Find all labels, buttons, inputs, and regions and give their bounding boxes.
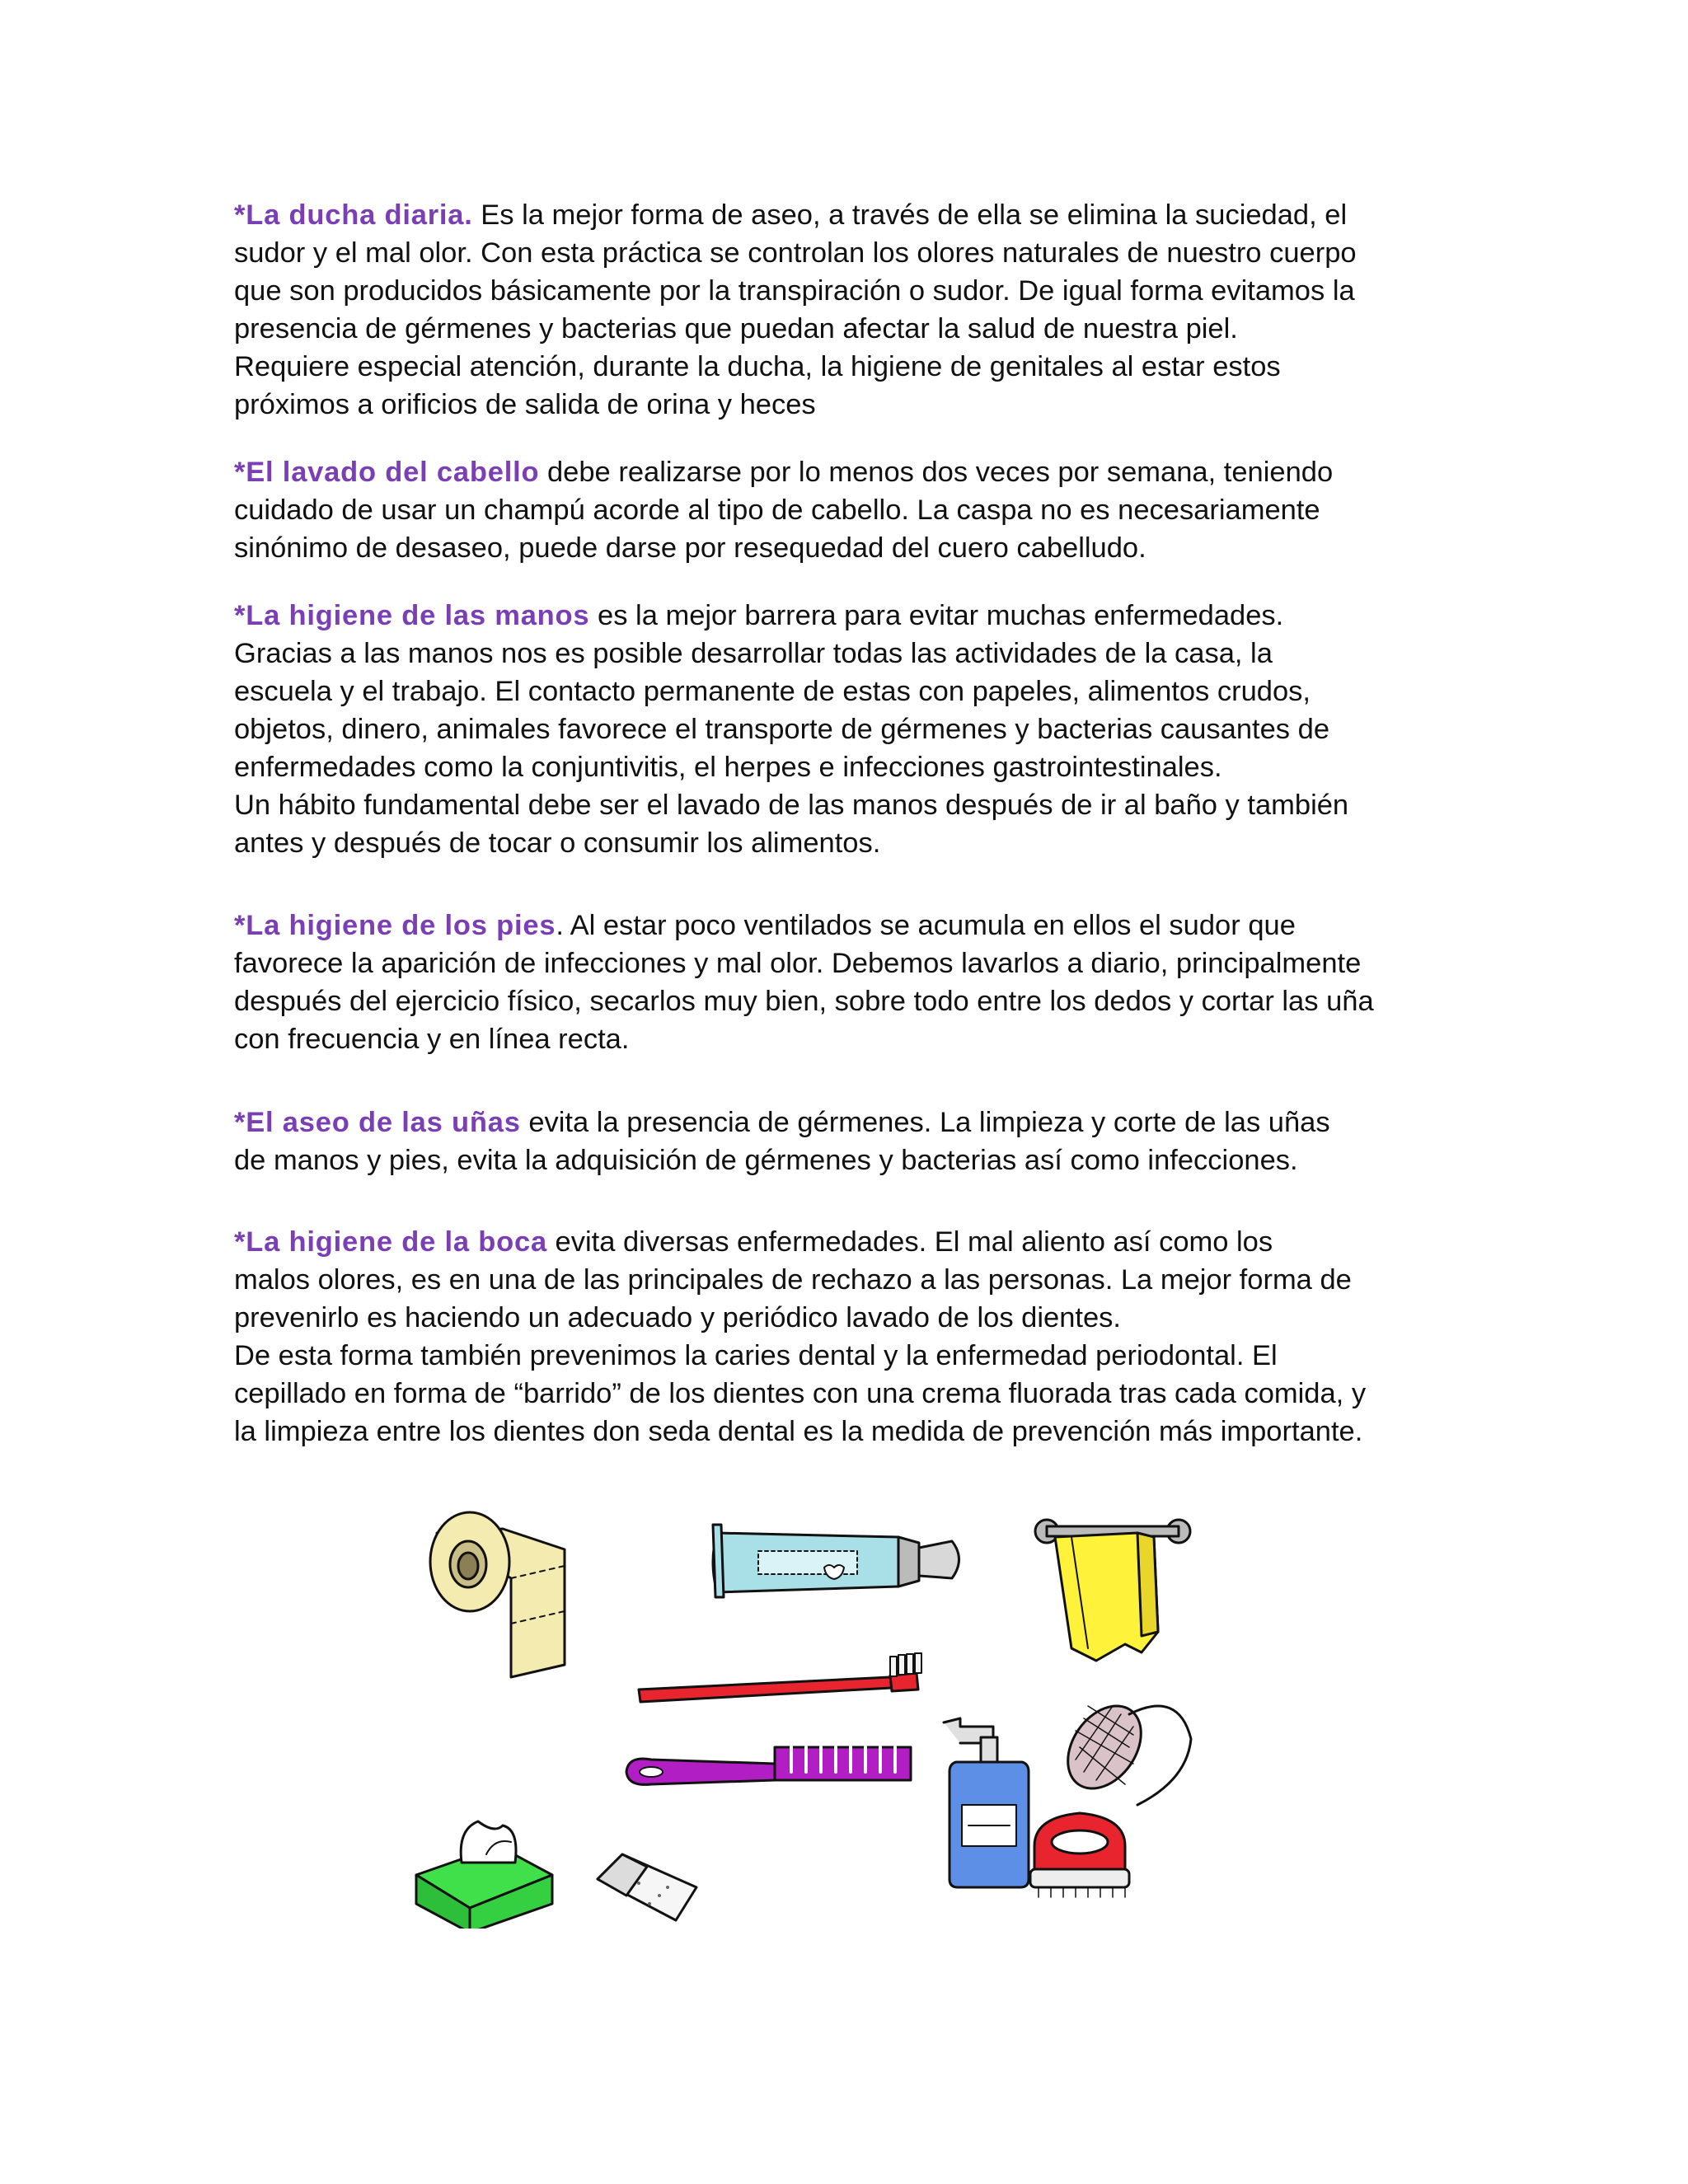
text-line: enfermedades como la conjuntivitis, el herpes e infecciones gastrointestinales. (234, 752, 1222, 783)
toothbrush-icon (639, 1653, 921, 1702)
text-line: con frecuencia y en línea recta. (234, 1024, 630, 1055)
text-line (234, 1223, 1479, 1261)
section-text: evita la presencia de gérmenes. La limpieza y corte de las uñas (520, 1107, 1330, 1138)
hygiene-items-illustration (412, 1500, 1220, 1929)
text-line: la limpieza entre los dientes don seda dental es la medida de prevención más importante. (234, 1416, 1363, 1447)
section-cabello (234, 453, 1479, 567)
tissue-box-icon (416, 1821, 552, 1929)
text-line (234, 196, 1479, 234)
section-boca (234, 1223, 1479, 1451)
bath-sponge-icon (1053, 1692, 1191, 1805)
text-line: malos olores, es en una de las principales de rechazo a las personas. La mejor forma de (234, 1264, 1352, 1296)
text-line: prevenirlo es haciendo un adecuado y periódico lavado de los dientes. (234, 1302, 1121, 1333)
text-line (234, 453, 1479, 491)
section-heading: *La higiene de la boca (234, 1226, 547, 1258)
text-line: objetos, dinero, animales favorece el transporte de gérmenes y bacterias causantes de (234, 714, 1330, 745)
text-line: de manos y pies, evita la adquisición de gérmenes y bacterias así como infecciones. (234, 1145, 1298, 1176)
text-line: Requiere especial atención, durante la ducha, la higiene de genitales al estar estos (234, 351, 1281, 382)
scrub-brush-icon (1030, 1813, 1129, 1897)
towel-icon (1035, 1520, 1190, 1661)
text-line: De esta forma también prevenimos la caries dental y la enfermedad periodontal. El (234, 1340, 1278, 1371)
section-text: es la mejor barrera para evitar muchas enfermedades. (589, 600, 1284, 631)
section-text: . Al estar poco ventilados se acumula en ellos el sudor que (556, 910, 1296, 941)
text-line: sinónimo de desaseo, puede darse por resequedad del cuero cabelludo. (234, 532, 1146, 564)
text-line: sudor y el mal olor. Con esta práctica se controlan los olores naturales de nuestro cuerpo (234, 237, 1357, 269)
section-pies (234, 907, 1479, 1058)
section-text: evita diversas enfermedades. El mal aliento así como los (546, 1226, 1273, 1258)
text-line (234, 907, 1479, 944)
text-line: próximos a orificios de salida de orina y heces (234, 389, 816, 420)
section-ducha (234, 196, 1479, 424)
comb-icon (626, 1747, 911, 1784)
section-heading: *La higiene de los pies (234, 910, 556, 941)
text-line: que son producidos básicamente por la transpiración o sudor. De igual forma evitamos la (234, 275, 1355, 307)
soap-dispenser-icon (944, 1718, 1029, 1887)
text-line: escuela y el trabajo. El contacto permanente de estas con papeles, alimentos crudos, (234, 676, 1311, 707)
text-line: presencia de gérmenes y bacterias que puedan afectar la salud de nuestra piel. (234, 313, 1238, 344)
section-text: Es la mejor forma de aseo, a través de ella se elimina la suciedad, el (472, 199, 1348, 231)
section-text: debe realizarse por lo menos dos veces por semana, teniendo (539, 457, 1334, 488)
section-manos (234, 597, 1479, 862)
text-line (234, 1104, 1479, 1141)
section-heading: *El aseo de las uñas (234, 1107, 521, 1138)
toothpaste-icon (713, 1525, 959, 1597)
text-line: Un hábito fundamental debe ser el lavado de las manos después de ir al baño y también (234, 790, 1349, 821)
text-line: después del ejercicio físico, secarlos muy bien, sobre todo entre los dedos y cortar las uña (234, 986, 1374, 1017)
text-line: favorece la aparición de infecciones y mal olor. Debemos lavarlos a diario, principalmente (234, 948, 1362, 979)
section-heading: *La ducha diaria. (234, 199, 473, 231)
section-unas (234, 1104, 1479, 1179)
text-line: antes y después de tocar o consumir los alimentos. (234, 827, 881, 859)
section-heading: *La higiene de las manos (234, 600, 590, 631)
text-line: cepillado en forma de “barrido” de los dientes con una crema fluorada tras cada comida, y (234, 1378, 1367, 1409)
section-heading: *El lavado del cabello (234, 457, 540, 488)
soap-bar-icon (598, 1854, 696, 1920)
text-line: cuidado de usar un champú acorde al tipo de cabello. La caspa no es necesariamente (234, 494, 1320, 526)
toilet-paper-icon (430, 1512, 565, 1677)
text-line: Gracias a las manos nos es posible desarrollar todas las actividades de la casa, la (234, 638, 1273, 669)
text-line (234, 597, 1479, 635)
